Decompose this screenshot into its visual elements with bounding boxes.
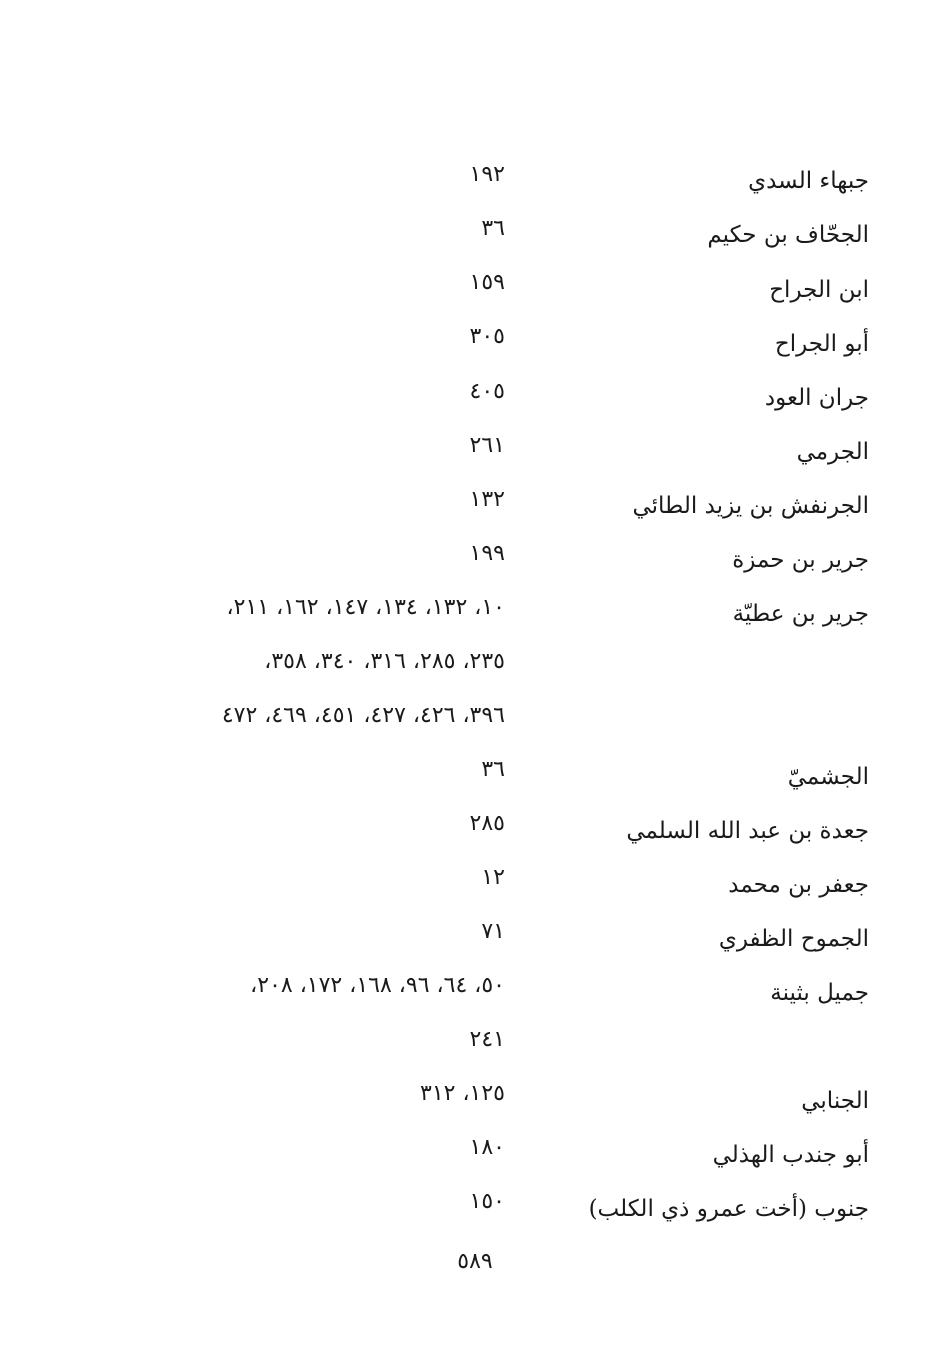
entry-name: جرير بن حمزة [732,547,869,573]
entry-name: الجحّاف بن حكيم [707,222,869,248]
entry-pages: ٥٠، ٦٤، ٩٦، ١٦٨، ١٧٢، ٢٠٨، [250,973,505,998]
entry-pages: ٢٣٥، ٢٨٥، ٣١٦، ٣٤٠، ٣٥٨، [264,649,505,674]
entry-pages: ١٥٠ [469,1189,505,1214]
entry-name: جبهاء السدي [748,168,869,194]
entry-pages: ١٠، ١٣٢، ١٣٤، ١٤٧، ١٦٢، ٢١١، [226,595,505,620]
entry-pages: ٧١ [481,919,505,944]
entry-name: جعفر بن محمد [728,872,869,898]
entry-name: جعدة بن عبد الله السلمي [626,818,869,844]
entry-pages: ٣٠٥ [469,324,505,349]
entry-name: الجنابي [801,1088,869,1114]
entry-pages: ١٩٢ [469,162,505,187]
entry-pages: ١٩٩ [469,541,505,566]
entry-pages: ١٥٩ [469,270,505,295]
entry-pages: ٣٩٦، ٤٢٦، ٤٢٧، ٤٥١، ٤٦٩، ٤٧٢ [221,703,505,728]
entry-pages: ١٣٢ [469,487,505,512]
entry-name: جميل بثينة [770,980,869,1006]
entry-name: جران العود [764,385,869,411]
entry-name: الجرمي [796,439,869,465]
entry-name: الجرنفش بن يزيد الطائي [632,493,869,519]
entry-name: أبو جندب الهذلي [712,1142,869,1168]
entry-pages: ٣٦ [481,216,505,241]
entry-name: ابن الجراح [769,277,869,303]
entry-name: أبو الجراح [774,331,869,357]
entry-pages: ١٢٥، ٣١٢ [420,1081,505,1106]
entry-name: جرير بن عطيّة [732,601,869,627]
entry-pages: ٢٨٥ [469,811,505,836]
entry-pages: ١٨٠ [469,1135,505,1160]
entry-pages: ٣٦ [481,757,505,782]
page-number: ٥٨٩ [457,1249,493,1274]
entry-pages: ١٢ [481,865,505,890]
entry-pages: ٢٤١ [469,1027,505,1052]
entry-name: الجموح الظفري [718,926,869,952]
entry-name: جنوب (أخت عمرو ذي الكلب) [588,1196,869,1222]
entry-pages: ٢٦١ [469,433,505,458]
entry-name: الجشميّ [787,764,869,790]
entry-pages: ٤٠٥ [469,379,505,404]
